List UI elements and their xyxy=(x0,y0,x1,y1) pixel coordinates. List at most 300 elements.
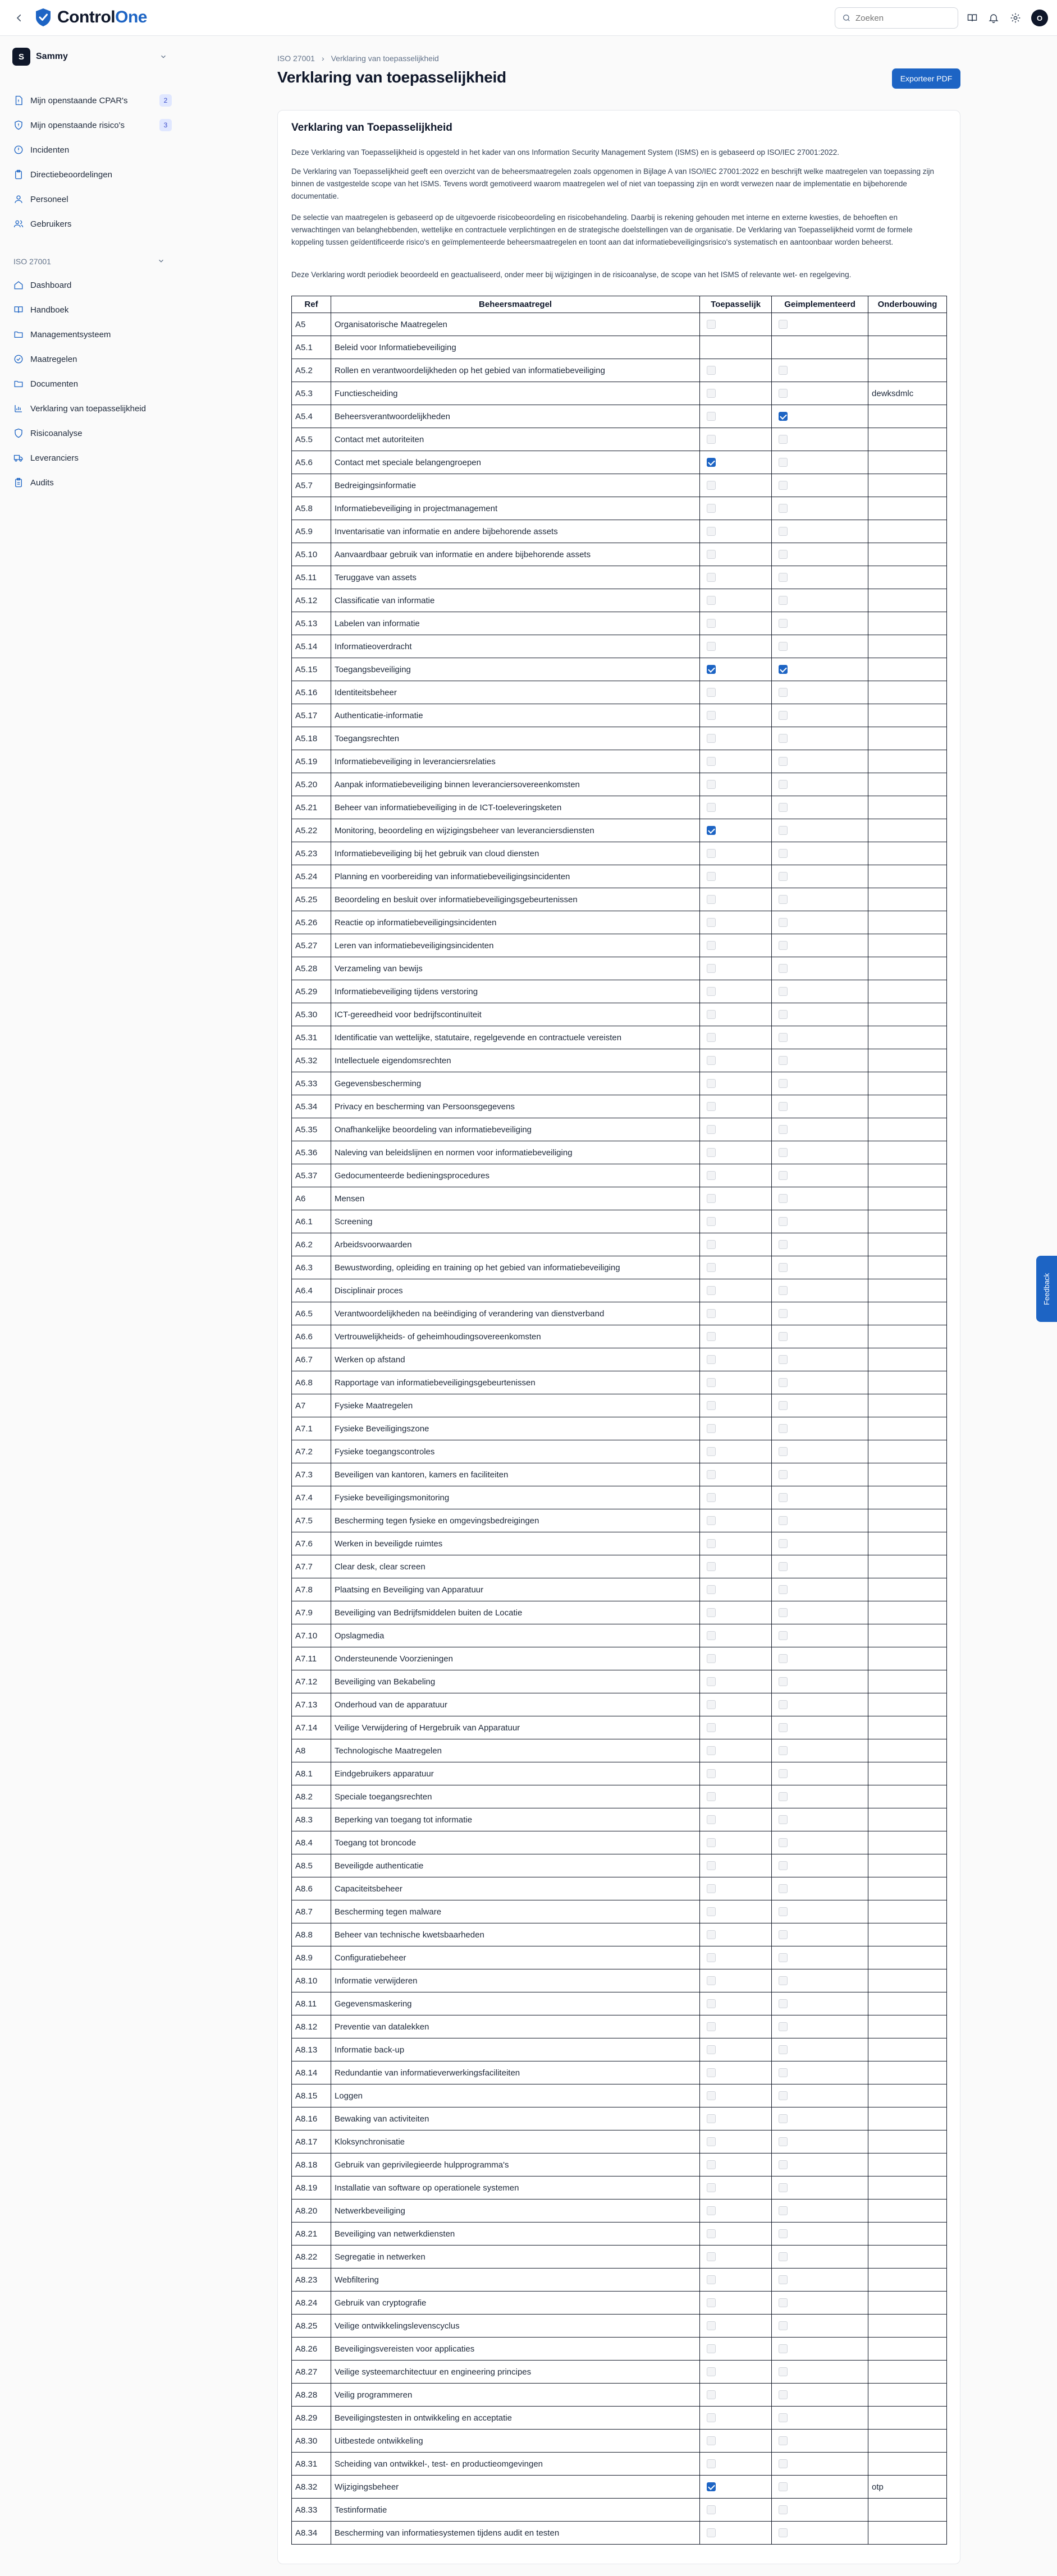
implemented-checkbox[interactable] xyxy=(779,757,788,766)
justification-cell[interactable] xyxy=(868,612,947,635)
implemented-checkbox[interactable] xyxy=(779,1654,788,1663)
applicable-checkbox[interactable] xyxy=(707,1470,716,1479)
implemented-checkbox[interactable] xyxy=(779,2229,788,2238)
applicable-checkbox[interactable] xyxy=(707,803,716,812)
applicable-checkbox[interactable] xyxy=(707,688,716,697)
applicable-checkbox[interactable] xyxy=(707,1769,716,1778)
justification-cell[interactable] xyxy=(868,1026,947,1049)
implemented-checkbox[interactable] xyxy=(779,1677,788,1686)
implemented-checkbox[interactable] xyxy=(779,2275,788,2284)
applicable-checkbox[interactable] xyxy=(707,1424,716,1433)
justification-cell[interactable] xyxy=(868,2015,947,2038)
applicable-checkbox[interactable] xyxy=(707,1332,716,1341)
justification-cell[interactable] xyxy=(868,1877,947,1900)
applicable-checkbox[interactable] xyxy=(707,1401,716,1410)
sidebar-group-header[interactable] xyxy=(13,257,165,266)
implemented-checkbox[interactable] xyxy=(779,619,788,628)
justification-cell[interactable] xyxy=(868,520,947,543)
implemented-checkbox[interactable] xyxy=(779,320,788,329)
justification-cell[interactable] xyxy=(868,1164,947,1187)
applicable-checkbox[interactable] xyxy=(707,1861,716,1870)
applicable-checkbox[interactable] xyxy=(707,1539,716,1548)
book-icon[interactable] xyxy=(964,10,980,26)
implemented-checkbox[interactable] xyxy=(779,527,788,536)
justification-cell[interactable] xyxy=(868,2223,947,2246)
applicable-checkbox[interactable] xyxy=(707,1309,716,1318)
applicable-checkbox[interactable] xyxy=(707,619,716,628)
implemented-checkbox[interactable] xyxy=(779,1401,788,1410)
justification-cell[interactable] xyxy=(868,1946,947,1969)
justification-cell[interactable] xyxy=(868,589,947,612)
applicable-checkbox[interactable] xyxy=(707,320,716,329)
implemented-checkbox[interactable] xyxy=(779,1792,788,1801)
justification-cell[interactable] xyxy=(868,2453,947,2476)
justification-cell[interactable] xyxy=(868,1785,947,1808)
implemented-checkbox[interactable] xyxy=(779,1217,788,1226)
implemented-checkbox[interactable] xyxy=(779,1700,788,1709)
implemented-checkbox[interactable] xyxy=(779,1148,788,1157)
justification-cell[interactable] xyxy=(868,474,947,497)
applicable-checkbox[interactable] xyxy=(707,1171,716,1180)
implemented-checkbox[interactable] xyxy=(779,1079,788,1088)
justification-cell[interactable] xyxy=(868,2499,947,2522)
implemented-checkbox[interactable] xyxy=(779,849,788,858)
justification-cell[interactable] xyxy=(868,1210,947,1233)
justification-cell[interactable] xyxy=(868,1486,947,1509)
applicable-checkbox[interactable] xyxy=(707,1079,716,1088)
justification-cell[interactable] xyxy=(868,865,947,888)
implemented-checkbox[interactable] xyxy=(779,2206,788,2215)
applicable-checkbox[interactable] xyxy=(707,2505,716,2514)
justification-cell[interactable] xyxy=(868,451,947,474)
applicable-checkbox[interactable] xyxy=(707,2436,716,2445)
applicable-checkbox[interactable] xyxy=(707,1976,716,1985)
justification-cell[interactable] xyxy=(868,336,947,359)
justification-cell[interactable] xyxy=(868,1118,947,1141)
implemented-checkbox[interactable] xyxy=(779,1447,788,1456)
applicable-checkbox[interactable] xyxy=(707,1838,716,1847)
justification-cell[interactable] xyxy=(868,1440,947,1463)
implemented-checkbox[interactable] xyxy=(779,895,788,904)
justification-cell[interactable] xyxy=(868,2315,947,2338)
applicable-checkbox[interactable] xyxy=(707,2390,716,2399)
applicable-checkbox[interactable] xyxy=(707,2160,716,2169)
justification-cell[interactable] xyxy=(868,727,947,750)
implemented-checkbox[interactable] xyxy=(779,2528,788,2537)
implemented-checkbox[interactable] xyxy=(779,2482,788,2491)
implemented-checkbox[interactable] xyxy=(779,2344,788,2353)
justification-cell[interactable] xyxy=(868,773,947,796)
sidebar-item-suppliers[interactable] xyxy=(9,448,172,467)
applicable-checkbox[interactable] xyxy=(707,1631,716,1640)
applicable-checkbox[interactable] xyxy=(707,1240,716,1249)
applicable-checkbox[interactable] xyxy=(707,596,716,605)
applicable-checkbox[interactable] xyxy=(707,1447,716,1456)
back-icon[interactable] xyxy=(10,9,28,27)
applicable-checkbox[interactable] xyxy=(707,1654,716,1663)
applicable-checkbox[interactable] xyxy=(707,826,716,835)
applicable-checkbox[interactable] xyxy=(707,734,716,743)
applicable-checkbox[interactable] xyxy=(707,642,716,651)
applicable-checkbox[interactable] xyxy=(707,1056,716,1065)
implemented-checkbox[interactable] xyxy=(779,1539,788,1548)
applicable-checkbox[interactable] xyxy=(707,2183,716,2192)
feedback-button[interactable] xyxy=(1036,1256,1057,1322)
implemented-checkbox[interactable] xyxy=(779,2137,788,2146)
justification-cell[interactable] xyxy=(868,1601,947,1624)
gear-icon[interactable] xyxy=(1008,10,1023,26)
justification-cell[interactable] xyxy=(868,2153,947,2176)
justification-cell[interactable] xyxy=(868,1325,947,1348)
justification-cell[interactable] xyxy=(868,704,947,727)
implemented-checkbox[interactable] xyxy=(779,1608,788,1617)
implemented-checkbox[interactable] xyxy=(779,1010,788,1019)
implemented-checkbox[interactable] xyxy=(779,481,788,490)
search-field[interactable] xyxy=(835,7,958,29)
applicable-checkbox[interactable] xyxy=(707,2344,716,2353)
implemented-checkbox[interactable] xyxy=(779,2413,788,2422)
justification-cell[interactable] xyxy=(868,750,947,773)
implemented-checkbox[interactable] xyxy=(779,688,788,697)
sidebar-item-management-reviews[interactable] xyxy=(9,165,172,184)
applicable-checkbox[interactable] xyxy=(707,1930,716,1939)
justification-cell[interactable] xyxy=(868,1003,947,1026)
sidebar-item-management-system[interactable] xyxy=(9,325,172,344)
justification-cell[interactable] xyxy=(868,2361,947,2384)
applicable-checkbox[interactable] xyxy=(707,665,716,674)
justification-cell[interactable] xyxy=(868,2246,947,2269)
justification-cell[interactable] xyxy=(868,1647,947,1670)
implemented-checkbox[interactable] xyxy=(779,1884,788,1893)
applicable-checkbox[interactable] xyxy=(707,1884,716,1893)
implemented-checkbox[interactable] xyxy=(779,1171,788,1180)
implemented-checkbox[interactable] xyxy=(779,550,788,559)
applicable-checkbox[interactable] xyxy=(707,1355,716,1364)
applicable-checkbox[interactable] xyxy=(707,1815,716,1824)
sidebar-item-dashboard[interactable] xyxy=(9,275,172,295)
applicable-checkbox[interactable] xyxy=(707,1217,716,1226)
justification-cell[interactable] xyxy=(868,2061,947,2084)
justification-cell[interactable] xyxy=(868,497,947,520)
implemented-checkbox[interactable] xyxy=(779,1769,788,1778)
justification-cell[interactable] xyxy=(868,1302,947,1325)
applicable-checkbox[interactable] xyxy=(707,1033,716,1042)
justification-cell[interactable] xyxy=(868,1348,947,1371)
justification-cell[interactable] xyxy=(868,2130,947,2153)
organization-switcher[interactable] xyxy=(12,45,167,68)
implemented-checkbox[interactable] xyxy=(779,1424,788,1433)
justification-cell[interactable] xyxy=(868,1969,947,1992)
implemented-checkbox[interactable] xyxy=(779,389,788,398)
justification-cell[interactable] xyxy=(868,1141,947,1164)
implemented-checkbox[interactable] xyxy=(779,1930,788,1939)
applicable-checkbox[interactable] xyxy=(707,1746,716,1755)
justification-cell[interactable] xyxy=(868,1095,947,1118)
applicable-checkbox[interactable] xyxy=(707,481,716,490)
justification-cell[interactable] xyxy=(868,1187,947,1210)
implemented-checkbox[interactable] xyxy=(779,987,788,996)
justification-cell[interactable] xyxy=(868,2084,947,2107)
applicable-checkbox[interactable] xyxy=(707,2275,716,2284)
export-pdf-button[interactable]: Exporteer PDF xyxy=(892,68,960,89)
sidebar-item-audits[interactable] xyxy=(9,473,172,492)
justification-cell[interactable] xyxy=(868,957,947,980)
app-logo[interactable] xyxy=(35,8,147,27)
sidebar-item-users[interactable] xyxy=(9,214,172,233)
implemented-checkbox[interactable] xyxy=(779,941,788,950)
applicable-checkbox[interactable] xyxy=(707,1493,716,1502)
applicable-checkbox[interactable] xyxy=(707,895,716,904)
applicable-checkbox[interactable] xyxy=(707,2045,716,2054)
implemented-checkbox[interactable] xyxy=(779,366,788,375)
implemented-checkbox[interactable] xyxy=(779,2390,788,2399)
implemented-checkbox[interactable] xyxy=(779,1562,788,1571)
justification-cell[interactable]: dewksdmlc xyxy=(868,382,947,405)
applicable-checkbox[interactable] xyxy=(707,2022,716,2031)
applicable-checkbox[interactable] xyxy=(707,458,716,467)
applicable-checkbox[interactable] xyxy=(707,2068,716,2077)
implemented-checkbox[interactable] xyxy=(779,1286,788,1295)
justification-cell[interactable] xyxy=(868,405,947,428)
justification-cell[interactable] xyxy=(868,1555,947,1578)
justification-cell[interactable] xyxy=(868,1578,947,1601)
implemented-checkbox[interactable] xyxy=(779,1953,788,1962)
justification-cell[interactable] xyxy=(868,1417,947,1440)
justification-cell[interactable] xyxy=(868,359,947,382)
applicable-checkbox[interactable] xyxy=(707,2413,716,2422)
implemented-checkbox[interactable] xyxy=(779,573,788,582)
implemented-checkbox[interactable] xyxy=(779,1838,788,1847)
applicable-checkbox[interactable] xyxy=(707,2298,716,2307)
sidebar-item-risks[interactable] xyxy=(9,116,172,135)
applicable-checkbox[interactable] xyxy=(707,1585,716,1594)
justification-cell[interactable] xyxy=(868,2407,947,2430)
justification-cell[interactable] xyxy=(868,1739,947,1762)
implemented-checkbox[interactable] xyxy=(779,2367,788,2376)
justification-cell[interactable] xyxy=(868,658,947,681)
justification-cell[interactable] xyxy=(868,1854,947,1877)
justification-cell[interactable] xyxy=(868,1394,947,1417)
implemented-checkbox[interactable] xyxy=(779,964,788,973)
justification-cell[interactable] xyxy=(868,1509,947,1532)
implemented-checkbox[interactable] xyxy=(779,780,788,789)
implemented-checkbox[interactable] xyxy=(779,1470,788,1479)
implemented-checkbox[interactable] xyxy=(779,918,788,927)
justification-cell[interactable]: otp xyxy=(868,2476,947,2499)
justification-cell[interactable] xyxy=(868,543,947,566)
implemented-checkbox[interactable] xyxy=(779,2298,788,2307)
applicable-checkbox[interactable] xyxy=(707,1677,716,1686)
applicable-checkbox[interactable] xyxy=(707,573,716,582)
implemented-checkbox[interactable] xyxy=(779,1861,788,1870)
applicable-checkbox[interactable] xyxy=(707,1263,716,1272)
justification-cell[interactable] xyxy=(868,2430,947,2453)
implemented-checkbox[interactable] xyxy=(779,2321,788,2330)
implemented-checkbox[interactable] xyxy=(779,1723,788,1732)
applicable-checkbox[interactable] xyxy=(707,504,716,513)
justification-cell[interactable] xyxy=(868,1532,947,1555)
applicable-checkbox[interactable] xyxy=(707,1286,716,1295)
applicable-checkbox[interactable] xyxy=(707,711,716,720)
applicable-checkbox[interactable] xyxy=(707,2091,716,2100)
applicable-checkbox[interactable] xyxy=(707,1378,716,1387)
applicable-checkbox[interactable] xyxy=(707,2528,716,2537)
justification-cell[interactable] xyxy=(868,842,947,865)
sidebar-item-handbook[interactable] xyxy=(9,300,172,319)
justification-cell[interactable] xyxy=(868,2269,947,2292)
justification-cell[interactable] xyxy=(868,888,947,911)
implemented-checkbox[interactable] xyxy=(779,665,788,674)
search-input[interactable] xyxy=(855,13,945,23)
implemented-checkbox[interactable] xyxy=(779,1332,788,1341)
implemented-checkbox[interactable] xyxy=(779,2114,788,2123)
applicable-checkbox[interactable] xyxy=(707,780,716,789)
sidebar-item-incidents[interactable] xyxy=(9,140,172,159)
applicable-checkbox[interactable] xyxy=(707,2229,716,2238)
implemented-checkbox[interactable] xyxy=(779,2252,788,2261)
justification-cell[interactable] xyxy=(868,1900,947,1923)
implemented-checkbox[interactable] xyxy=(779,2045,788,2054)
implemented-checkbox[interactable] xyxy=(779,2183,788,2192)
applicable-checkbox[interactable] xyxy=(707,1608,716,1617)
applicable-checkbox[interactable] xyxy=(707,412,716,421)
implemented-checkbox[interactable] xyxy=(779,1355,788,1364)
implemented-checkbox[interactable] xyxy=(779,1194,788,1203)
implemented-checkbox[interactable] xyxy=(779,1516,788,1525)
implemented-checkbox[interactable] xyxy=(779,1631,788,1640)
implemented-checkbox[interactable] xyxy=(779,803,788,812)
applicable-checkbox[interactable] xyxy=(707,2252,716,2261)
implemented-checkbox[interactable] xyxy=(779,343,788,352)
applicable-checkbox[interactable] xyxy=(707,2114,716,2123)
justification-cell[interactable] xyxy=(868,819,947,842)
sidebar-item-cpars[interactable] xyxy=(9,91,172,110)
justification-cell[interactable] xyxy=(868,934,947,957)
justification-cell[interactable] xyxy=(868,1049,947,1072)
implemented-checkbox[interactable] xyxy=(779,1102,788,1111)
justification-cell[interactable] xyxy=(868,1670,947,1693)
justification-cell[interactable] xyxy=(868,796,947,819)
applicable-checkbox[interactable] xyxy=(707,1194,716,1203)
justification-cell[interactable] xyxy=(868,681,947,704)
justification-cell[interactable] xyxy=(868,635,947,658)
applicable-checkbox[interactable] xyxy=(707,550,716,559)
implemented-checkbox[interactable] xyxy=(779,2091,788,2100)
applicable-checkbox[interactable] xyxy=(707,2367,716,2376)
applicable-checkbox[interactable] xyxy=(707,1125,716,1134)
applicable-checkbox[interactable] xyxy=(707,1723,716,1732)
justification-cell[interactable] xyxy=(868,2176,947,2200)
bell-icon[interactable] xyxy=(986,10,1001,26)
implemented-checkbox[interactable] xyxy=(779,504,788,513)
justification-cell[interactable] xyxy=(868,2292,947,2315)
implemented-checkbox[interactable] xyxy=(779,1309,788,1318)
implemented-checkbox[interactable] xyxy=(779,1263,788,1272)
implemented-checkbox[interactable] xyxy=(779,2459,788,2468)
applicable-checkbox[interactable] xyxy=(707,964,716,973)
applicable-checkbox[interactable] xyxy=(707,1516,716,1525)
implemented-checkbox[interactable] xyxy=(779,458,788,467)
implemented-checkbox[interactable] xyxy=(779,2505,788,2514)
applicable-checkbox[interactable] xyxy=(707,435,716,444)
implemented-checkbox[interactable] xyxy=(779,435,788,444)
justification-cell[interactable] xyxy=(868,1624,947,1647)
justification-cell[interactable] xyxy=(868,1279,947,1302)
applicable-checkbox[interactable] xyxy=(707,2206,716,2215)
applicable-checkbox[interactable] xyxy=(707,527,716,536)
implemented-checkbox[interactable] xyxy=(779,2436,788,2445)
implemented-checkbox[interactable] xyxy=(779,412,788,421)
justification-cell[interactable] xyxy=(868,2107,947,2130)
justification-cell[interactable] xyxy=(868,1233,947,1256)
implemented-checkbox[interactable] xyxy=(779,734,788,743)
justification-cell[interactable] xyxy=(868,1371,947,1394)
implemented-checkbox[interactable] xyxy=(779,1493,788,1502)
applicable-checkbox[interactable] xyxy=(707,2137,716,2146)
justification-cell[interactable] xyxy=(868,911,947,934)
applicable-checkbox[interactable] xyxy=(707,1792,716,1801)
applicable-checkbox[interactable] xyxy=(707,343,716,352)
justification-cell[interactable] xyxy=(868,2038,947,2061)
justification-cell[interactable] xyxy=(868,1072,947,1095)
sidebar-item-risk-analysis[interactable] xyxy=(9,424,172,443)
applicable-checkbox[interactable] xyxy=(707,1907,716,1916)
justification-cell[interactable] xyxy=(868,1992,947,2015)
justification-cell[interactable] xyxy=(868,1693,947,1716)
applicable-checkbox[interactable] xyxy=(707,1148,716,1157)
implemented-checkbox[interactable] xyxy=(779,1746,788,1755)
applicable-checkbox[interactable] xyxy=(707,1102,716,1111)
justification-cell[interactable] xyxy=(868,566,947,589)
user-avatar[interactable]: O xyxy=(1031,10,1048,26)
implemented-checkbox[interactable] xyxy=(779,1815,788,1824)
justification-cell[interactable] xyxy=(868,2338,947,2361)
justification-cell[interactable] xyxy=(868,1762,947,1785)
applicable-checkbox[interactable] xyxy=(707,1953,716,1962)
applicable-checkbox[interactable] xyxy=(707,2321,716,2330)
justification-cell[interactable] xyxy=(868,1923,947,1946)
justification-cell[interactable] xyxy=(868,2522,947,2545)
justification-cell[interactable] xyxy=(868,980,947,1003)
justification-cell[interactable] xyxy=(868,1463,947,1486)
applicable-checkbox[interactable] xyxy=(707,1562,716,1571)
implemented-checkbox[interactable] xyxy=(779,596,788,605)
applicable-checkbox[interactable] xyxy=(707,941,716,950)
sidebar-item-documents[interactable] xyxy=(9,374,172,393)
applicable-checkbox[interactable] xyxy=(707,1999,716,2008)
justification-cell[interactable] xyxy=(868,2200,947,2223)
applicable-checkbox[interactable] xyxy=(707,366,716,375)
justification-cell[interactable] xyxy=(868,1831,947,1854)
implemented-checkbox[interactable] xyxy=(779,826,788,835)
implemented-checkbox[interactable] xyxy=(779,1976,788,1985)
implemented-checkbox[interactable] xyxy=(779,642,788,651)
implemented-checkbox[interactable] xyxy=(779,872,788,881)
applicable-checkbox[interactable] xyxy=(707,2459,716,2468)
applicable-checkbox[interactable] xyxy=(707,872,716,881)
applicable-checkbox[interactable] xyxy=(707,389,716,398)
implemented-checkbox[interactable] xyxy=(779,1999,788,2008)
justification-cell[interactable] xyxy=(868,313,947,336)
applicable-checkbox[interactable] xyxy=(707,2482,716,2491)
implemented-checkbox[interactable] xyxy=(779,2068,788,2077)
justification-cell[interactable] xyxy=(868,1256,947,1279)
applicable-checkbox[interactable] xyxy=(707,1700,716,1709)
applicable-checkbox[interactable] xyxy=(707,1010,716,1019)
justification-cell[interactable] xyxy=(868,428,947,451)
applicable-checkbox[interactable] xyxy=(707,849,716,858)
applicable-checkbox[interactable] xyxy=(707,987,716,996)
